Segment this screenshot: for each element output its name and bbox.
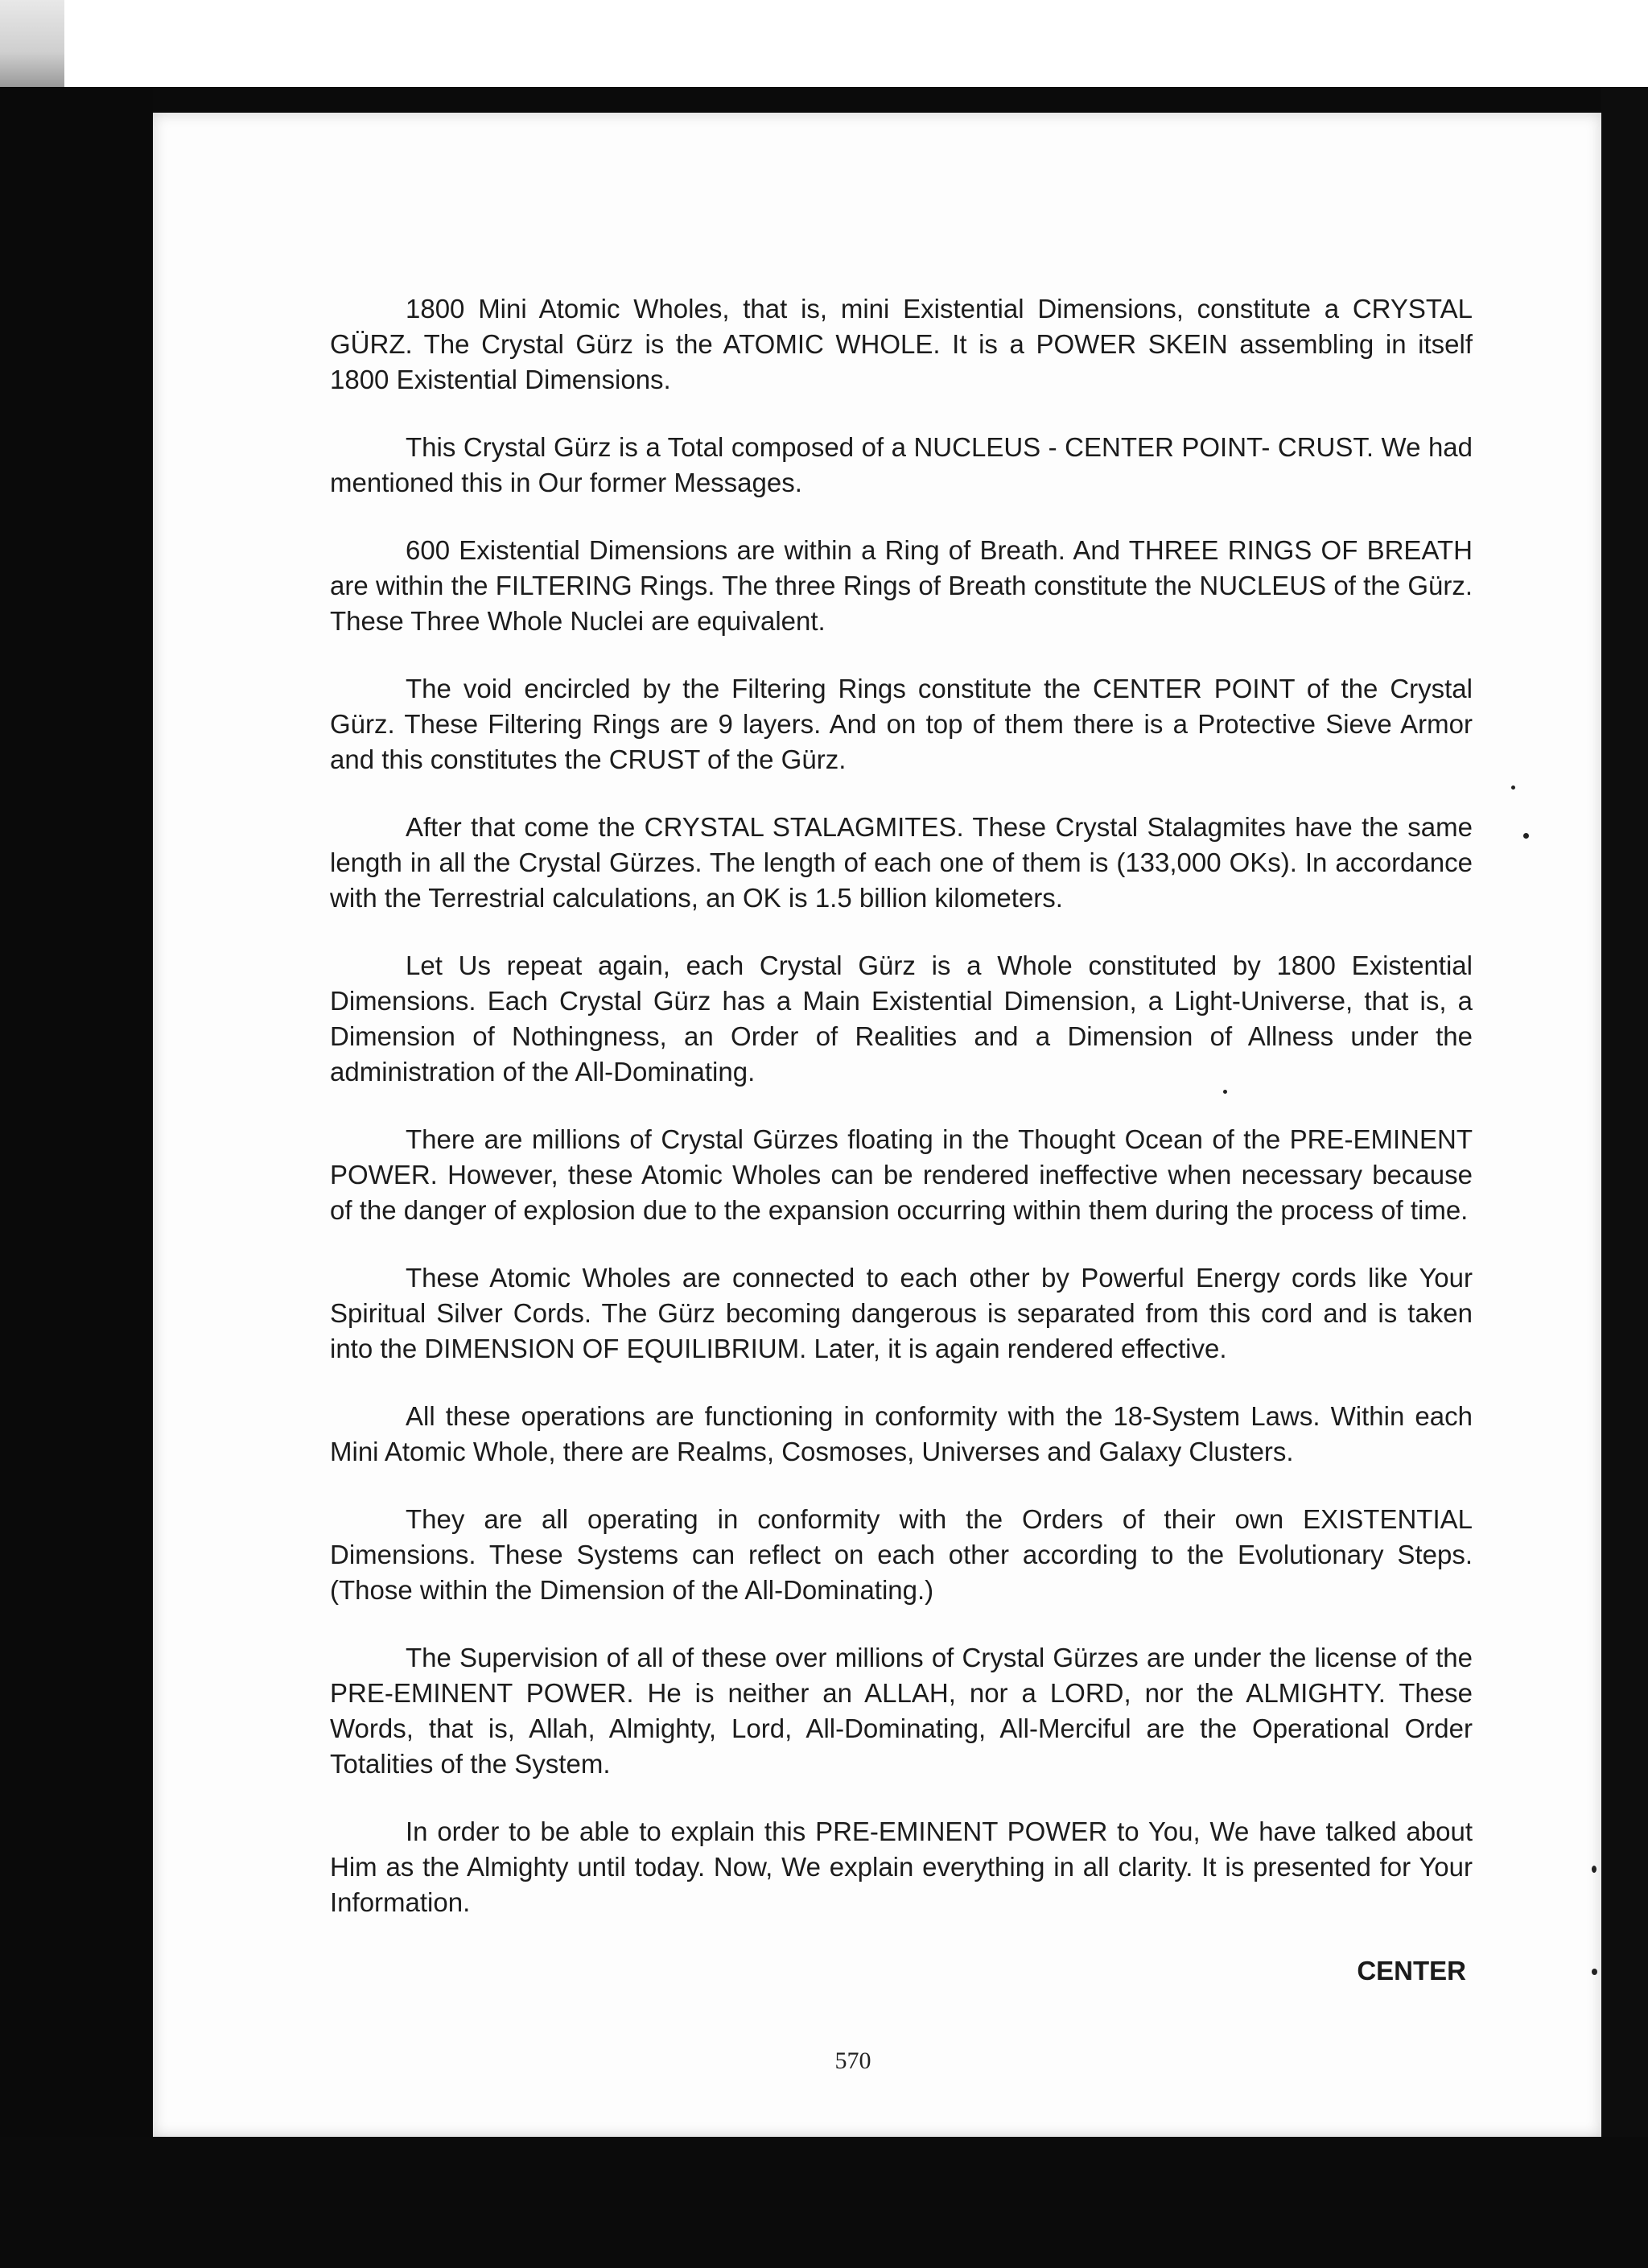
scan-speck xyxy=(1592,1969,1597,1975)
paragraph-2: This Crystal Gürz is a Total composed of a NUCLEUS - CENTER POINT- CRUST. We had mentioned this in Our former Messages. xyxy=(330,432,1473,497)
paragraph-7: There are millions of Crystal Gürzes floating in the Thought Ocean of the PRE-EMINENT POWER. However, these Atomic Wholes can be rendered ineffective when necessary because of the danger of explosion due to the expansion occurring within them during the process of time. xyxy=(330,1124,1473,1225)
scan-border-top xyxy=(0,87,1648,113)
paragraph-9: All these operations are functioning in conformity with the 18-System Laws. Within each Mini Atomic Whole, there are Realms, Cosmoses, Universes and Galaxy Clusters. xyxy=(330,1401,1473,1466)
scan-border-left xyxy=(0,87,153,2268)
scan-corner-smudge xyxy=(0,0,64,87)
paragraph-8: These Atomic Wholes are connected to each other by Powerful Energy cords like Your Spiritual Silver Cords. The Gürz becoming dangerous is separated from this cord and is taken into the DIMENSION OF EQUILIBRIUM. Later, it is again rendered effective. xyxy=(330,1263,1473,1363)
paragraph-12: In order to be able to explain this PRE-EMINENT POWER to You, We have talked about Him as the Almighty until today. Now, We explain everything in all clarity. It is presented for Your Information. xyxy=(330,1816,1473,1917)
scan-speck xyxy=(1223,1090,1227,1094)
body-text xyxy=(330,291,1473,1953)
signature: CENTER xyxy=(1357,1956,1466,1986)
paragraph-1: 1800 Mini Atomic Wholes, that is, mini Existential Dimensions, constitute a CRYSTAL GÜRZ. The Crystal Gürz is the ATOMIC WHOLE. It is a POWER SKEIN assembling in itself 1800 Existential Dimensions. xyxy=(330,294,1473,394)
paragraph-4: The void encircled by the Filtering Rings constitute the CENTER POINT of the Crystal Gürz. These Filtering Rings are 9 layers. And on top of them there is a Protective Sieve Armor and this constitutes the CRUST of the Gürz. xyxy=(330,674,1473,774)
page-number: 570 xyxy=(834,2047,871,2074)
scan-speck xyxy=(1523,833,1529,839)
paragraph-5: After that come the CRYSTAL STALAGMITES. These Crystal Stalagmites have the same length in all the Crystal Gürzes. The length of each one of them is (133,000 OKs). In accordance with the Terrestrial calculations, an OK is 1.5 billion kilometers. xyxy=(330,812,1473,913)
paragraph-3: 600 Existential Dimensions are within a Ring of Breath. And THREE RINGS OF BREATH are within the FILTERING Rings. The three Rings of Breath constitute the NUCLEUS of the Gürz. These Three Whole Nuclei are equivalent. xyxy=(330,535,1473,636)
scan-border-bottom xyxy=(0,2137,1648,2268)
paragraph-10: They are all operating in conformity with the Orders of their own EXISTENTIAL Dimensions. These Systems can reflect on each other according to the Evolutionary Steps. (Those within the Dimension of the All-Dominating.) xyxy=(330,1504,1473,1605)
paragraph-11: The Supervision of all of these over millions of Crystal Gürzes are under the license of the PRE-EMINENT POWER. He is neither an ALLAH, nor a LORD, nor the ALMIGHTY. These Words, that is, Allah, Almighty, Lord, All-Dominating, All-Merciful are the Operational Order Totalities of the System. xyxy=(330,1643,1473,1779)
scan-border-right xyxy=(1601,87,1648,2268)
paragraph-6: Let Us repeat again, each Crystal Gürz is a Whole constituted by 1800 Existential Dimensions. Each Crystal Gürz has a Main Existential Dimension, a Light-Universe, that is, a Dimension of Nothingness, an Order of Realities and a Dimension of Allness under the administration of the All-Dominating. xyxy=(330,950,1473,1087)
scan-speck xyxy=(1511,786,1515,790)
scan-speck xyxy=(1592,1866,1596,1873)
